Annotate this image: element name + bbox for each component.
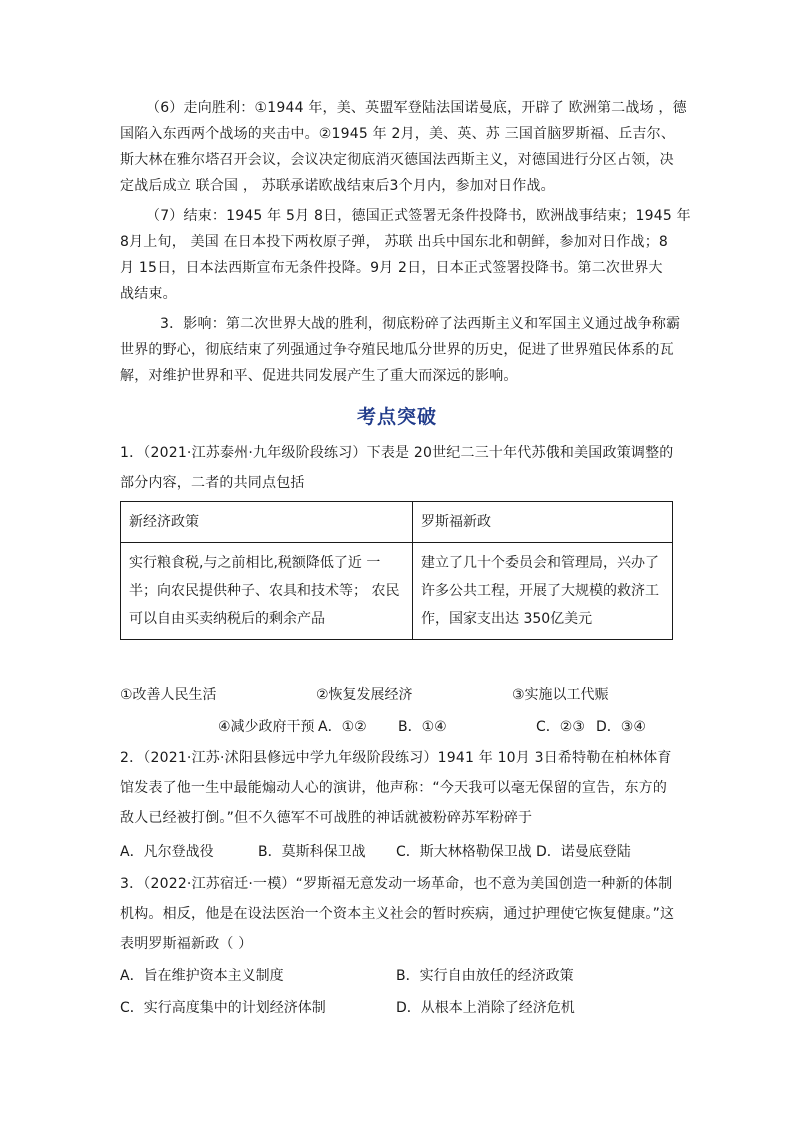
- q2-stem-line-3: 敌人已经被打倒。”但不久德军不可战胜的神话就被粉碎苏军粉碎于: [120, 810, 533, 826]
- table-header-new-deal: 罗斯福新政: [413, 502, 673, 543]
- p7-line-2: 8月上旬， 美国 在日本投下两枚原子弹， 苏联 出兵中国东北和朝鲜，参加对日作战；8: [120, 234, 669, 250]
- p7-line-1: （7）结束：1945 年 5月 8日，德国正式签署无条件投降书，欧洲战事结束；1945 年: [146, 208, 691, 224]
- q1-stem-line-1: 1．（2021·江苏泰州·九年级阶段练习）下表是 20世纪二三十年代苏俄和美国政策调整的: [120, 445, 674, 461]
- p3-line-1: 3．影响：第二次世界大战的胜利，彻底粉碎了法西斯主义和军国主义通过战争称霸: [160, 316, 681, 332]
- p3-line-3: 解，对维护世界和平、促进共同发展产生了重大而深远的影响。: [120, 368, 518, 384]
- p6-line-1: （6）走向胜利：①1944 年，美、英盟军登陆法国诺曼底，开辟了 欧洲第二战场 ，德: [146, 100, 687, 116]
- table-cell-line: 半；向农民提供种子、农具和技术等； 农民: [129, 583, 400, 599]
- policy-comparison-table: [120, 501, 673, 640]
- q1-option-d[interactable]: D．③④: [596, 719, 646, 735]
- table-cell-nep: [121, 543, 413, 640]
- table-row: [121, 543, 673, 640]
- q3-stem-line-2: 机构。相反，他是在设法医治一个资本主义社会的暂时疾病，通过护理使它恢复健康。”这: [120, 906, 675, 922]
- q1-statement-4: ④减少政府干预: [218, 719, 315, 735]
- q1-option-a[interactable]: A．①②: [318, 719, 367, 735]
- q2-stem-line-2: 馆发表了他一生中最能煽动人心的演讲，他声称：“今天我可以毫无保留的宣告，东方的: [120, 780, 668, 796]
- q1-option-b[interactable]: B．①④: [398, 719, 447, 735]
- q3-option-d[interactable]: D．从根本上消除了经济危机: [396, 1000, 575, 1016]
- table-header-nep: 新经济政策: [121, 502, 413, 543]
- table-cell-line: 作，国家支出达 350亿美元: [421, 611, 593, 627]
- q2-option-c[interactable]: C．斯大林格勒保卫战: [396, 844, 532, 860]
- q2-option-a[interactable]: A．凡尔登战役: [120, 844, 214, 860]
- p6-line-2: 国陷入东西两个战场的夹击中。②1945 年 2月，美、英、苏 三国首脑罗斯福、丘吉尔、: [120, 126, 676, 142]
- q3-stem-line-3: 表明罗斯福新政（ ）: [120, 936, 253, 952]
- table-cell-line: 许多公共工程，开展了大规模的救济工: [421, 583, 659, 599]
- q1-statement-2: ②恢复发展经济: [316, 687, 413, 703]
- q3-option-c[interactable]: C．实行高度集中的计划经济体制: [120, 1000, 326, 1016]
- table-cell-line: 建立了几十个委员会和管理局，兴办了: [421, 555, 659, 571]
- q3-option-b[interactable]: B．实行自由放任的经济政策: [396, 968, 574, 984]
- q3-option-a[interactable]: A．旨在维护资本主义制度: [120, 968, 284, 984]
- q2-option-b[interactable]: B．莫斯科保卫战: [258, 844, 366, 860]
- p6-line-4: 定战后成立 联合国 ， 苏联承诺欧战结束后3个月内，参加对日作战。: [120, 178, 555, 194]
- q1-statement-3: ③实施以工代赈: [512, 687, 609, 703]
- section-title: 考点突破: [356, 406, 437, 428]
- p7-line-4: 战结束。: [120, 286, 177, 302]
- q1-stem-line-2: 部分内容，二者的共同点包括: [120, 475, 305, 491]
- table-cell-new-deal: [413, 543, 673, 640]
- q1-statement-1: ①改善人民生活: [120, 687, 217, 703]
- p3-line-2: 世界的野心，彻底结束了列强通过争夺殖民地瓜分世界的历史，促进了世界殖民体系的瓦: [120, 342, 674, 358]
- table-header-row: [121, 502, 673, 543]
- p6-line-3: 斯大林在雅尔塔召开会议，会议决定彻底消灭德国法西斯主义，对德国进行分区占领，决: [120, 152, 674, 168]
- table-cell-line: 可以自由买卖纳税后的剩余产品: [129, 611, 325, 627]
- q3-stem-line-1: 3．（2022·江苏宿迁·一模）“罗斯福无意发动一场革命，也不意为美国创造一种新的体制: [120, 876, 673, 892]
- q1-option-c[interactable]: C．②③: [536, 719, 585, 735]
- p7-line-3: 月 15日，日本法西斯宣布无条件投降。9月 2日，日本正式签署投降书。第二次世界大: [120, 260, 663, 276]
- q2-option-d[interactable]: D．诺曼底登陆: [536, 844, 631, 860]
- table-cell-line: 实行粮食税,与之前相比,税额降低了近 一: [129, 555, 381, 571]
- q2-stem-line-1: 2．（2021·江苏·沭阳县修远中学九年级阶段练习）1941 年 10月 3日希特勒在柏林体育: [120, 750, 672, 766]
